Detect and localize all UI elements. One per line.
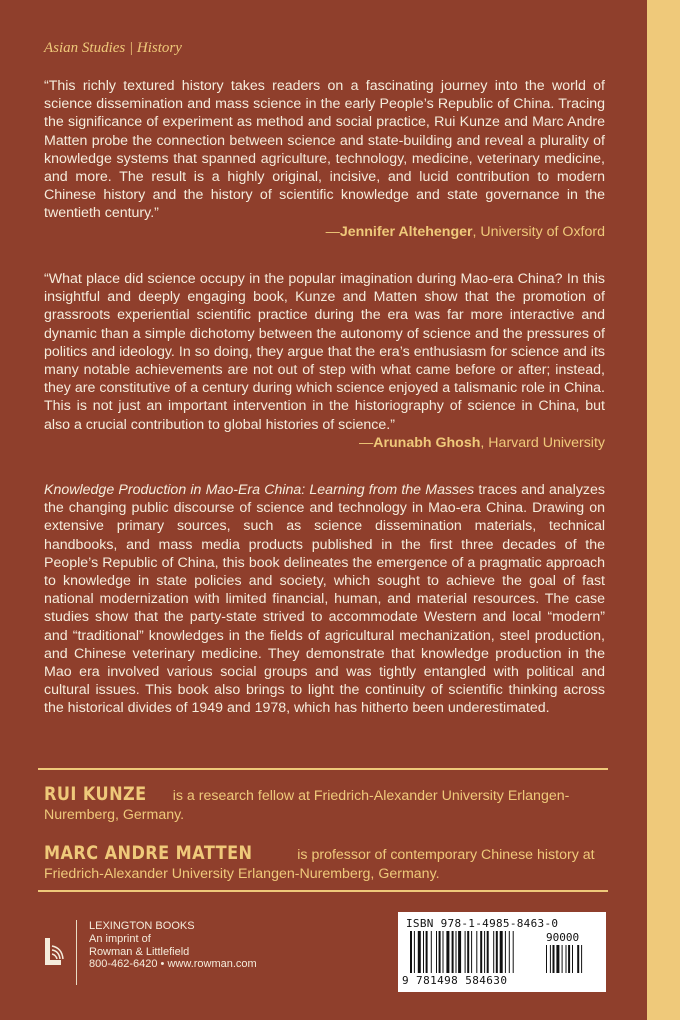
book-description: [44, 481, 605, 718]
quote-author: Jennifer Altehenger: [339, 223, 473, 240]
author-name: RUI KUNZE: [44, 783, 147, 805]
divider-bottom: [38, 890, 608, 892]
price-code: 90000: [546, 931, 580, 944]
author-bio-1: [44, 785, 605, 824]
publisher-name: LEXINGTON BOOKS: [89, 920, 195, 932]
quote-affiliation: , Harvard University: [480, 434, 605, 451]
quote-attribution: —Jennifer Altehenger, University of Oxford: [325, 223, 605, 240]
quote-affiliation: , University of Oxford: [472, 223, 605, 240]
isbn-number: ISBN 978-1-4985-8463-0: [406, 917, 559, 930]
ean-digits: 9 781498 584630: [402, 974, 508, 987]
author-bio-2: [44, 844, 605, 883]
category-label: Asian Studies | History: [44, 40, 182, 56]
publisher-info: [89, 920, 257, 971]
author-bio-text: is professor of contemporary Chinese history at Friedrich-Alexander University Erlangen-Nuremberg, Germany.: [44, 847, 595, 882]
quote-text: “What place did science occupy in the popular imagination during Mao-era China? In this insightful and deeply engaging book, Kunze and Matten show that the promotion of grassroots experiential scientific practice during the era was far more interactive and dynamic than a simple dichotomy between the autonomy of science and the pressures of politics and ideology. In so doing, they argue that the era’s enthusiasm for science and its many notable achievements are not out of step with what came before or after; instead, they are constitutive of a century during which science enjoyed a talismanic role in China. This is not just an important intervention in the historiography of science in China, but also a crucial contribution to global histories of science.” —Arunabh Ghosh, Harvard University: [44, 271, 605, 451]
endorsement-quote-1: [44, 77, 605, 241]
divider-top: [38, 768, 608, 770]
publisher-imprint: An imprint of: [89, 932, 151, 945]
author-bio-text: is a research fellow at Friedrich-Alexander University Erlangen-Nuremberg, Germany.: [44, 788, 570, 823]
publisher-divider: [76, 920, 77, 985]
quote-author: Arunabh Ghosh: [373, 434, 481, 451]
description-text: traces and analyzes the changing public discourse of science and technology in Mao-era China. Drawing on extensive primary sources, such as science dissemination materials, technical handbooks, and mass media products published in the first three decades of the People’s Republic of China, this book delineates the emergence of a pragmatic approach to knowledge in state policies and society, which sought to achieve the goal of fast national modernization with limited financial, human, and material resources. The case studies show that the party-state strived to accommodate Western and local “modern” and “traditional” knowledges in the fields of agricultural mechanization, steel production, and Chinese veterinary medicine. They demonstrate that knowledge production in the Mao era involved various social groups and was tightly entangled with political and cultural issues. This book also brings to light the continuity of scientific thinking across the historical divides of 1949 and 1978, which has hitherto been underestimated.: [44, 482, 605, 717]
publisher-parent: Rowman & Littlefield: [89, 945, 190, 958]
book-title: Knowledge Production in Mao-Era China: Learning from the Masses: [44, 482, 475, 498]
isbn-barcode: [398, 912, 606, 992]
endorsement-quote-2: [44, 270, 605, 452]
quote-attribution: —Arunabh Ghosh, Harvard University: [359, 434, 605, 451]
publisher-contact: 800-462-6420 • www.rowman.com: [89, 958, 257, 971]
spine-edge: [647, 0, 680, 1020]
publisher-block: [42, 920, 302, 990]
lexington-logo-icon: [42, 938, 66, 968]
quote-text: “This richly textured history takes readers on a fascinating journey into the world of science dissemination and mass science in the early People’s Republic of China. Tracing the significance of experiment as method and social practice, Rui Kunze and Marc Andre Matten probe the connection between science and state-building and reveal a plurality of knowledge systems that spanned agriculture, technology, medicine, veterinary medicine, and more. The result is a highly original, incisive, and lucid contribution to modern Chinese history and the history of scientific knowledge and state governance in the twentieth century.”: [44, 78, 605, 222]
author-name: MARC ANDRE MATTEN: [44, 842, 253, 864]
